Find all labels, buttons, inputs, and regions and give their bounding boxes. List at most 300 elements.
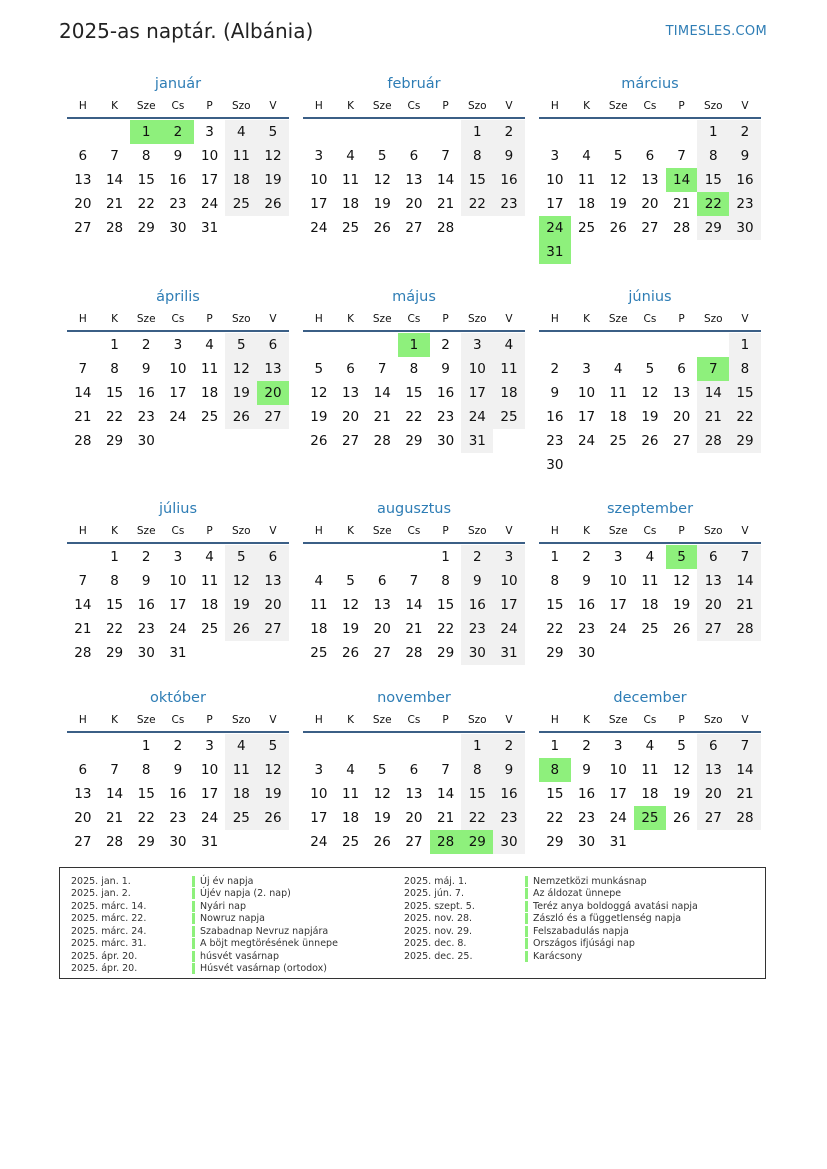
weekday-label: P [678, 714, 685, 726]
week-row [539, 545, 761, 569]
week-row [303, 593, 525, 617]
weekday-label: V [269, 313, 277, 325]
day-cell: 5 [645, 361, 655, 377]
day-cell: 24 [310, 220, 328, 236]
day-cell: 9 [493, 144, 525, 168]
weekday-header [539, 709, 761, 733]
weekday-label: H [78, 714, 87, 726]
day-cell: 19 [373, 810, 391, 826]
week-row [303, 782, 525, 806]
day-cell: 12 [673, 762, 691, 778]
day-cell: 10 [201, 148, 219, 164]
day-cell: 26 [373, 220, 391, 236]
month-10 [67, 687, 289, 854]
day-cell-empty [729, 453, 761, 477]
holiday-row [60, 925, 338, 938]
weekday-label: K [347, 714, 354, 726]
day-cell: 12 [225, 569, 257, 593]
holiday-name: Karácsony [533, 950, 583, 962]
site-link[interactable]: TIMESLES.COM [665, 24, 767, 39]
day-cell: 2 [582, 738, 591, 754]
week-row [303, 216, 525, 240]
day-cell: 6 [78, 148, 88, 164]
day-cell: 10 [609, 762, 627, 778]
holiday-row [60, 938, 338, 951]
day-cell: 12 [641, 385, 659, 401]
holiday-marker [192, 951, 195, 962]
day-cell: 31 [201, 834, 219, 850]
month-8 [303, 498, 525, 665]
day-cell: 15 [405, 385, 423, 401]
day-cell: 6 [697, 734, 729, 758]
holiday-date: 2025. ápr. 20. [71, 950, 138, 962]
day-cell-empty [366, 333, 398, 357]
day-cell: 10 [546, 172, 564, 188]
holiday-date: 2025. márc. 22. [71, 913, 147, 925]
day-cell: 8 [141, 148, 151, 164]
weekday-label: Sze [372, 100, 392, 112]
holiday-name: Országos ifjúsági nap [533, 938, 635, 950]
day-cell: 1 [398, 333, 430, 357]
weekday-label: Cs [643, 714, 657, 726]
day-cell: 1 [550, 549, 560, 565]
day-cell: 14 [666, 168, 698, 192]
day-cell: 10 [577, 385, 596, 401]
day-cell-empty [697, 333, 729, 357]
day-cell: 5 [613, 148, 623, 164]
holiday-list-column-1 [60, 875, 338, 975]
day-cell: 25 [609, 433, 627, 449]
holiday-date: 2025. márc. 14. [71, 900, 147, 912]
day-cell: 19 [257, 168, 289, 192]
day-cell: 25 [634, 806, 666, 830]
week-row [539, 830, 761, 854]
day-cell: 3 [613, 738, 623, 754]
holiday-name: Nowruz napja [200, 913, 265, 925]
holiday-name: Az áldozat ünnepe [533, 888, 622, 900]
day-cell: 17 [461, 381, 493, 405]
day-cell: 4 [645, 738, 655, 754]
holiday-row [393, 925, 698, 938]
holiday-marker [525, 901, 528, 912]
day-cell: 19 [673, 786, 691, 802]
day-cell: 25 [225, 806, 257, 830]
weekday-header [303, 308, 525, 332]
month-12 [539, 687, 761, 854]
day-cell-empty [398, 120, 430, 144]
day-cell: 29 [461, 830, 493, 854]
day-cell: 22 [105, 621, 124, 637]
day-cell: 30 [137, 433, 155, 449]
day-cell: 3 [582, 361, 591, 377]
day-cell: 22 [137, 810, 155, 826]
weekday-label: Szo [467, 313, 487, 325]
day-cell: 31 [169, 645, 187, 661]
day-cell: 28 [437, 220, 455, 236]
week-row [539, 144, 761, 168]
weekday-header [539, 95, 761, 119]
holiday-list [59, 867, 766, 979]
week-row [539, 216, 761, 240]
weekday-label: Szo [467, 714, 487, 726]
day-cell: 8 [729, 357, 761, 381]
day-cell: 19 [310, 409, 328, 425]
day-cell: 27 [697, 617, 729, 641]
week-row [539, 333, 761, 357]
holiday-date: 2025. dec. 25. [404, 950, 473, 962]
day-cell: 26 [225, 405, 257, 429]
week-row [67, 758, 289, 782]
day-cell: 29 [729, 429, 761, 453]
day-cell: 6 [346, 361, 355, 377]
weekday-label: K [583, 714, 590, 726]
day-cell: 19 [609, 196, 627, 212]
day-cell: 17 [169, 385, 187, 401]
day-cell: 9 [550, 385, 560, 401]
day-cell: 13 [673, 385, 691, 401]
holiday-marker [525, 888, 528, 899]
day-cell-empty [666, 641, 698, 665]
day-cell: 5 [257, 120, 289, 144]
day-cell: 26 [257, 192, 289, 216]
weekday-label: P [206, 525, 213, 537]
day-cell: 15 [137, 172, 155, 188]
holiday-marker [525, 951, 528, 962]
holiday-row [60, 950, 338, 963]
weekday-header [67, 520, 289, 544]
weekday-label: Szo [467, 525, 487, 537]
weekday-label: K [583, 313, 590, 325]
holiday-row [60, 875, 338, 888]
day-cell: 8 [550, 573, 560, 589]
week-row [67, 120, 289, 144]
day-cell: 27 [405, 220, 423, 236]
holiday-date: 2025. nov. 29. [404, 925, 473, 937]
day-cell-empty [634, 641, 666, 665]
day-cell: 17 [577, 409, 596, 425]
day-cell: 24 [577, 433, 596, 449]
holiday-row [60, 900, 338, 913]
day-cell: 15 [461, 168, 493, 192]
day-cell: 21 [673, 196, 691, 212]
holiday-name: húsvét vasárnap [200, 950, 280, 962]
weekday-label: H [78, 313, 87, 325]
week-row [303, 758, 525, 782]
weekday-label: V [741, 100, 749, 112]
day-cell-empty [571, 120, 603, 144]
day-cell: 29 [546, 834, 564, 850]
day-cell: 7 [441, 762, 450, 778]
day-cell: 15 [546, 597, 564, 613]
day-cell: 26 [609, 220, 627, 236]
week-row [67, 617, 289, 641]
day-cell: 6 [78, 762, 88, 778]
weekday-header [539, 520, 761, 544]
weekday-label: Szo [703, 525, 723, 537]
week-row [539, 429, 761, 453]
holiday-row [60, 888, 338, 901]
day-cell: 2 [729, 120, 761, 144]
day-cell: 19 [641, 409, 659, 425]
day-cell-empty [225, 429, 257, 453]
day-cell: 3 [461, 333, 493, 357]
day-cell: 14 [729, 569, 761, 593]
day-cell-empty [602, 453, 634, 477]
day-cell: 7 [110, 762, 119, 778]
day-cell: 24 [201, 196, 219, 212]
day-cell: 2 [550, 361, 560, 377]
day-cell: 13 [341, 385, 360, 401]
weekday-label: P [442, 714, 449, 726]
day-cell: 15 [105, 597, 124, 613]
day-cell: 13 [697, 758, 729, 782]
day-cell: 25 [493, 405, 525, 429]
day-cell: 16 [137, 385, 155, 401]
day-cell: 6 [409, 762, 419, 778]
day-cell: 14 [729, 758, 761, 782]
weekday-label: H [314, 313, 323, 325]
day-cell: 31 [539, 240, 571, 264]
day-cell: 20 [257, 593, 289, 617]
month-1 [67, 73, 289, 240]
day-cell: 16 [546, 409, 564, 425]
holiday-name: Húsvét vasárnap (ortodox) [200, 963, 328, 975]
day-cell: 2 [441, 337, 450, 353]
day-cell: 21 [74, 621, 92, 637]
weekday-label: V [269, 714, 277, 726]
day-cell: 22 [461, 192, 493, 216]
day-cell: 7 [441, 148, 450, 164]
week-row [303, 641, 525, 665]
weekday-label: H [314, 525, 323, 537]
holiday-list-column-2 [393, 875, 698, 963]
day-cell: 11 [641, 573, 659, 589]
week-row [303, 405, 525, 429]
day-cell: 17 [546, 196, 564, 212]
day-cell: 6 [697, 545, 729, 569]
day-cell: 21 [74, 409, 92, 425]
week-row [67, 806, 289, 830]
day-cell: 23 [437, 409, 455, 425]
day-cell: 13 [257, 569, 289, 593]
day-cell: 5 [377, 148, 387, 164]
holiday-marker [192, 938, 195, 949]
day-cell: 7 [110, 148, 119, 164]
day-cell-empty [697, 453, 729, 477]
week-row [539, 593, 761, 617]
weekday-label: Szo [231, 525, 251, 537]
day-cell: 30 [437, 433, 455, 449]
day-cell: 11 [341, 786, 360, 802]
day-cell: 22 [461, 806, 493, 830]
holiday-marker [192, 876, 195, 887]
weekday-label: H [550, 313, 559, 325]
day-cell: 30 [493, 830, 525, 854]
day-cell: 6 [409, 148, 419, 164]
weekday-label: Sze [372, 525, 392, 537]
week-row [67, 830, 289, 854]
day-cell: 28 [697, 429, 729, 453]
day-cell: 2 [493, 734, 525, 758]
day-cell: 29 [437, 645, 455, 661]
day-cell: 21 [437, 196, 455, 212]
day-cell: 8 [110, 573, 119, 589]
day-cell: 6 [257, 333, 289, 357]
day-cell: 17 [310, 196, 328, 212]
day-cell: 24 [539, 216, 571, 240]
week-row [67, 381, 289, 405]
day-cell: 9 [493, 758, 525, 782]
day-cell: 18 [225, 782, 257, 806]
month-title: január [154, 76, 202, 92]
weekday-label: K [111, 525, 118, 537]
day-cell-empty [335, 333, 367, 357]
day-cell: 12 [225, 357, 257, 381]
day-cell-empty [729, 240, 761, 264]
day-cell: 4 [225, 734, 257, 758]
day-cell: 30 [729, 216, 761, 240]
week-row [67, 192, 289, 216]
day-cell: 8 [539, 758, 571, 782]
weekday-label: V [741, 525, 749, 537]
month-9 [539, 498, 761, 665]
day-cell: 26 [225, 617, 257, 641]
day-cell: 2 [141, 549, 151, 565]
month-3 [539, 73, 761, 264]
weekday-label: Cs [171, 525, 185, 537]
week-row [539, 192, 761, 216]
day-cell-empty [225, 216, 257, 240]
day-cell: 5 [225, 545, 257, 569]
day-cell-empty [430, 734, 462, 758]
holiday-marker [525, 876, 528, 887]
month-title: április [156, 289, 200, 305]
day-cell: 29 [405, 433, 423, 449]
month-7 [67, 498, 289, 665]
day-cell: 1 [729, 333, 761, 357]
day-cell: 30 [461, 641, 493, 665]
holiday-name: Új év napja [200, 875, 254, 887]
month-title: október [150, 690, 206, 706]
day-cell: 11 [225, 144, 257, 168]
day-cell: 5 [314, 361, 324, 377]
day-cell: 11 [493, 357, 525, 381]
day-cell: 23 [461, 617, 493, 641]
day-cell: 18 [201, 597, 219, 613]
day-cell: 20 [341, 409, 360, 425]
day-cell-empty [303, 333, 335, 357]
day-cell-empty [729, 830, 761, 854]
day-cell: 19 [373, 196, 391, 212]
day-cell: 13 [697, 569, 729, 593]
day-cell: 22 [137, 196, 155, 212]
holiday-date: 2025. ápr. 20. [71, 963, 138, 975]
day-cell: 18 [577, 196, 596, 212]
weekday-label: Szo [703, 313, 723, 325]
weekday-label: V [505, 100, 513, 112]
weekday-label: P [678, 525, 685, 537]
day-cell: 18 [493, 381, 525, 405]
day-cell: 27 [257, 617, 289, 641]
day-cell: 28 [373, 433, 391, 449]
day-cell: 9 [582, 762, 591, 778]
day-cell-empty [539, 120, 571, 144]
holiday-row [393, 875, 698, 888]
holiday-row [393, 950, 698, 963]
day-cell: 16 [577, 786, 596, 802]
holiday-marker [525, 938, 528, 949]
day-cell: 16 [437, 385, 455, 401]
day-cell: 22 [546, 810, 564, 826]
month-11 [303, 687, 525, 854]
day-cell: 30 [137, 645, 155, 661]
weekday-header [67, 709, 289, 733]
holiday-marker [192, 913, 195, 924]
holiday-date: 2025. máj. 1. [404, 875, 468, 887]
day-cell: 14 [105, 172, 124, 188]
day-cell-empty [257, 641, 289, 665]
day-cell: 21 [697, 405, 729, 429]
day-cell: 25 [201, 409, 219, 425]
day-cell: 23 [493, 192, 525, 216]
holiday-name: Teréz anya boldoggá avatási napja [533, 900, 698, 912]
day-cell: 20 [673, 409, 691, 425]
weekday-label: P [678, 313, 685, 325]
week-row [539, 381, 761, 405]
weekday-label: Sze [608, 714, 628, 726]
day-cell: 7 [697, 357, 729, 381]
week-row [539, 569, 761, 593]
day-cell: 31 [493, 641, 525, 665]
day-cell-empty [257, 429, 289, 453]
day-cell: 25 [577, 220, 596, 236]
day-cell: 21 [437, 810, 455, 826]
weekday-label: Szo [231, 714, 251, 726]
day-cell: 29 [137, 834, 155, 850]
weekday-label: P [442, 525, 449, 537]
weekday-label: V [505, 313, 513, 325]
weekday-label: H [78, 100, 87, 112]
day-cell: 29 [137, 220, 155, 236]
day-cell: 4 [346, 148, 355, 164]
weekday-label: Szo [231, 313, 251, 325]
day-cell: 8 [697, 144, 729, 168]
day-cell: 20 [641, 196, 659, 212]
week-row [303, 144, 525, 168]
weekday-header [303, 709, 525, 733]
day-cell: 26 [373, 834, 391, 850]
day-cell-empty [303, 734, 335, 758]
week-row [303, 734, 525, 758]
day-cell: 11 [201, 361, 219, 377]
week-row [539, 453, 761, 477]
day-cell: 20 [257, 381, 289, 405]
week-row [303, 806, 525, 830]
day-cell: 9 [141, 361, 151, 377]
day-cell: 18 [225, 168, 257, 192]
day-cell: 3 [550, 148, 560, 164]
day-cell: 9 [141, 573, 151, 589]
day-cell: 28 [405, 645, 423, 661]
day-cell: 16 [461, 593, 493, 617]
day-cell-empty [634, 120, 666, 144]
day-cell: 23 [493, 806, 525, 830]
weekday-label: Sze [608, 100, 628, 112]
weekday-label: H [78, 525, 87, 537]
day-cell: 28 [74, 645, 92, 661]
day-cell: 14 [437, 172, 455, 188]
day-cell: 26 [257, 806, 289, 830]
